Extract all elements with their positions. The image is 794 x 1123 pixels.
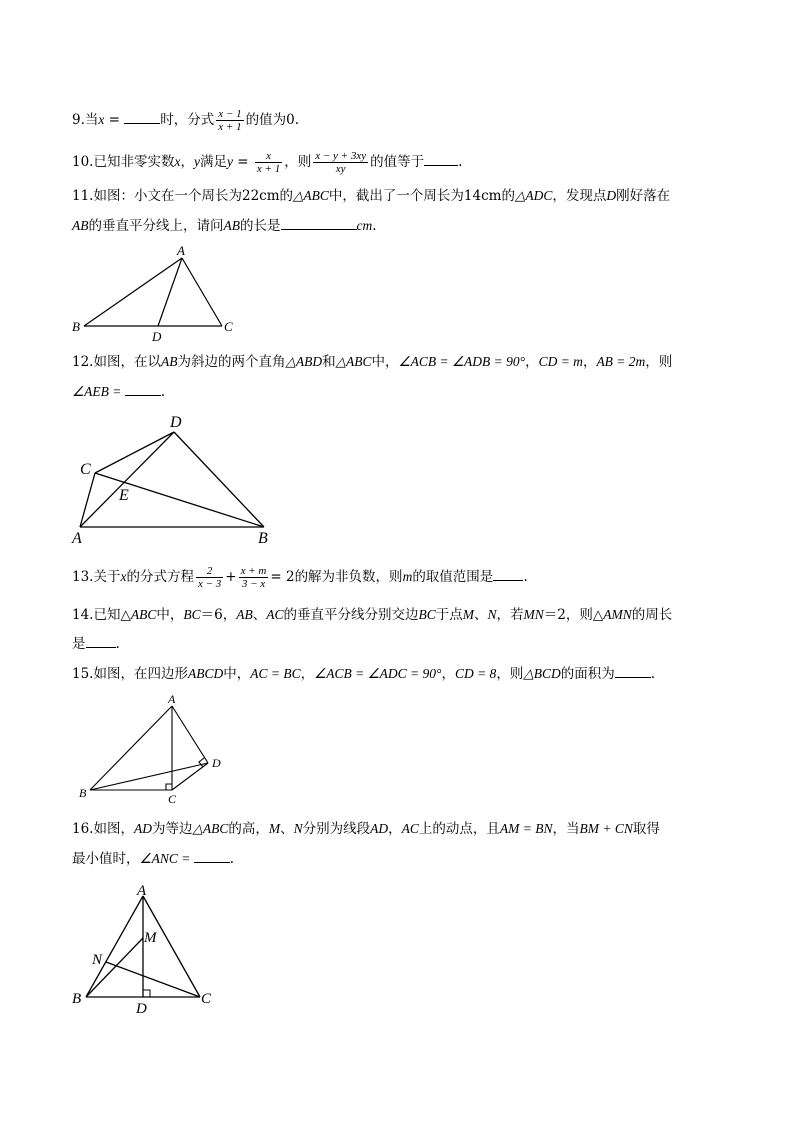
label-a: A	[137, 883, 147, 899]
right-angle-mark-d	[199, 758, 204, 767]
angle-name: ∠ANC =	[139, 851, 194, 866]
question-16-line-1	[72, 820, 660, 838]
right-angle-mark-d	[143, 990, 150, 997]
value: 0	[286, 112, 295, 128]
question-9	[72, 108, 299, 133]
fraction-denominator: x + 1	[256, 163, 281, 175]
text: 最小值时，	[72, 851, 140, 867]
angle-name: ∠AEB =	[72, 384, 125, 399]
equation: CD = 8	[454, 666, 497, 681]
question-number: 15.	[72, 666, 94, 682]
question-12-line-1	[72, 353, 672, 371]
segment-name: AB	[72, 218, 89, 233]
fraction	[196, 565, 223, 590]
segment-name: AC	[266, 607, 284, 622]
segment-name: AB	[223, 218, 240, 233]
label-c: C	[201, 991, 212, 1007]
text: 如图，	[93, 821, 134, 837]
fraction-denominator: x − 3	[197, 578, 222, 590]
period: .	[458, 154, 463, 170]
label-b: B	[72, 991, 82, 1007]
text: ，	[180, 154, 194, 170]
text: 的	[501, 188, 515, 204]
segment-cd	[95, 432, 174, 473]
equation: AB = 2m	[596, 354, 646, 369]
fraction-denominator: x + 1	[218, 121, 242, 133]
text: ，则	[496, 666, 524, 682]
segment-nc	[106, 962, 200, 997]
expression: BM + CN	[579, 821, 633, 836]
text: 中，	[156, 607, 184, 623]
text: 关于	[93, 569, 121, 585]
period: .	[229, 851, 235, 867]
point-name: N	[487, 607, 497, 622]
label-e: E	[119, 487, 129, 504]
value: 22cm	[241, 188, 280, 204]
angle-equation: ∠ACB = ∠ADB = 90°	[398, 354, 526, 369]
text: ，若	[496, 607, 524, 623]
equation: CD = m	[538, 354, 583, 369]
text: 的高，	[228, 821, 269, 837]
text: 当	[84, 112, 99, 128]
label-a: A	[168, 692, 176, 706]
text: ，	[441, 666, 455, 682]
text: 、	[280, 821, 294, 837]
answer-blank[interactable]	[124, 111, 160, 124]
point-name: M	[268, 821, 281, 836]
text: 的解为非负数，则	[294, 569, 403, 585]
text: 于点	[435, 607, 463, 623]
text: 为斜边的两个直角	[177, 354, 286, 370]
fraction-numerator: x + m	[240, 565, 267, 577]
fraction	[216, 108, 243, 133]
label-d: D	[136, 1001, 147, 1017]
text: 的垂直平分线上，请问	[88, 218, 224, 234]
point-name: N	[293, 821, 303, 836]
triangle-name: △ABC	[335, 354, 372, 369]
fraction	[255, 150, 282, 175]
triangle-name: △BCD	[523, 666, 561, 681]
variable-y: y	[226, 154, 233, 169]
question-number: 11.	[72, 188, 94, 204]
equation: = 2	[270, 569, 295, 585]
question-14-line-2	[72, 635, 120, 653]
question-11-line-2	[72, 217, 377, 235]
quadrilateral-name: ABCD	[187, 666, 224, 681]
triangle-name: AMN	[603, 607, 632, 622]
question-14-line-1	[72, 606, 672, 624]
text: 中，	[223, 666, 251, 682]
label-d: D	[212, 756, 221, 770]
label-a: A	[177, 243, 185, 258]
triangle-name: ABC	[130, 607, 157, 622]
text: 是	[72, 636, 86, 652]
text: ，则	[645, 354, 673, 370]
angle-equation: ∠ACB = ∠ADC = 90°	[314, 666, 442, 681]
segment-ac	[143, 896, 200, 997]
fraction	[313, 150, 368, 175]
variable-x: x	[174, 154, 181, 169]
text: 中，截出了一个周长为	[328, 188, 464, 204]
fraction-numerator: x − 1	[218, 108, 242, 120]
segment-ac	[182, 258, 222, 326]
label-d: D	[170, 414, 182, 431]
text: ＝2，则△	[543, 607, 604, 623]
segment-name: AD	[133, 821, 152, 836]
text: 的垂直平分线分别交边	[283, 607, 419, 623]
label-b: B	[79, 786, 87, 800]
text: 、	[474, 607, 488, 623]
text: 已知△	[93, 607, 131, 623]
fraction-denominator: xy	[335, 163, 346, 175]
text: 取得	[632, 821, 660, 837]
value: 14cm	[463, 188, 502, 204]
segment-ad	[80, 432, 174, 527]
text: 如图，在以	[93, 354, 161, 370]
question-number: 14.	[72, 607, 94, 623]
label-m: M	[144, 930, 157, 946]
period: .	[294, 112, 299, 128]
label-b: B	[258, 530, 268, 547]
segment-name: MN	[523, 607, 544, 622]
unit: cm	[356, 218, 373, 233]
label-c: C	[80, 461, 91, 478]
segment-ab	[90, 706, 172, 790]
text: 上的动点，且	[418, 821, 500, 837]
text: 的周长	[631, 607, 673, 623]
text: ，发现点	[552, 188, 607, 204]
answer-blank[interactable]	[86, 635, 116, 648]
question-12-line-2	[72, 383, 165, 401]
equation: AM = BN	[499, 821, 553, 836]
text: ，	[525, 354, 539, 370]
label-d: D	[152, 329, 162, 344]
segment-name: BC	[418, 607, 436, 622]
period: .	[650, 666, 655, 682]
segment-ad	[172, 706, 208, 763]
label-a: A	[72, 530, 82, 547]
right-angle-mark-c	[166, 784, 172, 790]
fraction-numerator: 2	[196, 565, 223, 578]
segment-name: AC	[401, 821, 419, 836]
figure-q11	[70, 240, 240, 345]
text: 刚好落在	[616, 188, 671, 204]
text: 中，	[371, 354, 399, 370]
text: ，则	[284, 154, 312, 170]
segment-ab	[84, 258, 182, 326]
label-n: N	[92, 952, 103, 968]
triangle-name: △ABD	[285, 354, 323, 369]
label-c: C	[224, 319, 233, 334]
plus-sign: +	[225, 569, 237, 585]
text: 时，分式	[160, 112, 215, 128]
triangle-name: △ABC	[192, 821, 229, 836]
triangle-name: △ABC	[293, 188, 329, 203]
text: 为等边	[151, 821, 193, 837]
text: 的	[279, 188, 294, 204]
figure-q15	[70, 692, 240, 812]
point-name: M	[462, 607, 475, 622]
segment-name: BC	[183, 607, 201, 622]
text: 已知非零实数	[93, 154, 175, 170]
period: .	[115, 636, 120, 652]
variable-y: y	[193, 154, 200, 169]
question-number: 9.	[72, 112, 85, 128]
period: .	[160, 384, 165, 400]
equation: AC = BC	[250, 666, 301, 681]
label-b: B	[72, 319, 80, 334]
question-number: 16.	[72, 821, 94, 837]
segment-name: AD	[370, 821, 389, 836]
question-15	[72, 665, 655, 683]
text: ，	[300, 666, 315, 682]
answer-blank[interactable]	[281, 217, 357, 230]
variable-x: x	[98, 112, 105, 127]
text: 的面积为	[560, 666, 615, 682]
question-number: 12.	[72, 354, 94, 370]
question-13	[72, 565, 528, 590]
text: 、	[252, 607, 267, 623]
text: ＝6，	[200, 607, 237, 623]
triangle-name: △ADC	[514, 188, 553, 203]
figure-q16	[70, 880, 230, 1020]
text: 分别为线段	[302, 821, 371, 837]
question-10	[72, 150, 462, 175]
equals-sign: =	[104, 112, 125, 128]
period: .	[372, 218, 377, 234]
text: 和	[322, 354, 336, 370]
fraction-numerator: x	[255, 150, 282, 163]
segment-name: AB	[236, 607, 253, 622]
answer-blank[interactable]	[493, 568, 523, 581]
answer-blank[interactable]	[424, 153, 458, 166]
period: .	[523, 569, 528, 585]
fraction	[239, 565, 269, 590]
segment-name: AB	[160, 354, 178, 369]
text: 的长是	[240, 218, 281, 234]
question-number: 13.	[72, 569, 94, 585]
text: 的分式方程	[126, 569, 194, 585]
equals-sign: =	[232, 154, 253, 170]
answer-blank[interactable]	[194, 850, 230, 863]
text: 满足	[199, 154, 227, 170]
point-name: D	[606, 188, 617, 203]
text: 的值等于	[370, 154, 425, 170]
figure-q12	[70, 410, 280, 550]
question-11-line-1	[72, 187, 670, 205]
text: ，当	[552, 821, 580, 837]
text: 如图，在四边形	[93, 666, 188, 682]
label-c: C	[168, 792, 177, 806]
answer-blank[interactable]	[615, 665, 651, 678]
text: 的值为	[245, 112, 287, 128]
text: 的取值范围是	[412, 569, 494, 585]
variable-m: m	[402, 569, 413, 584]
question-16-line-2	[72, 850, 234, 868]
text: ，	[388, 821, 402, 837]
fraction-denominator: 3 − x	[241, 578, 266, 590]
question-number: 10.	[72, 154, 94, 170]
text: 如图：小文在一个周长为	[93, 188, 242, 204]
variable-x: x	[120, 569, 127, 584]
segment-ad	[158, 258, 182, 326]
answer-blank[interactable]	[125, 383, 161, 396]
text: ，	[582, 354, 597, 370]
fraction-numerator: x − y + 3xy	[315, 150, 367, 162]
